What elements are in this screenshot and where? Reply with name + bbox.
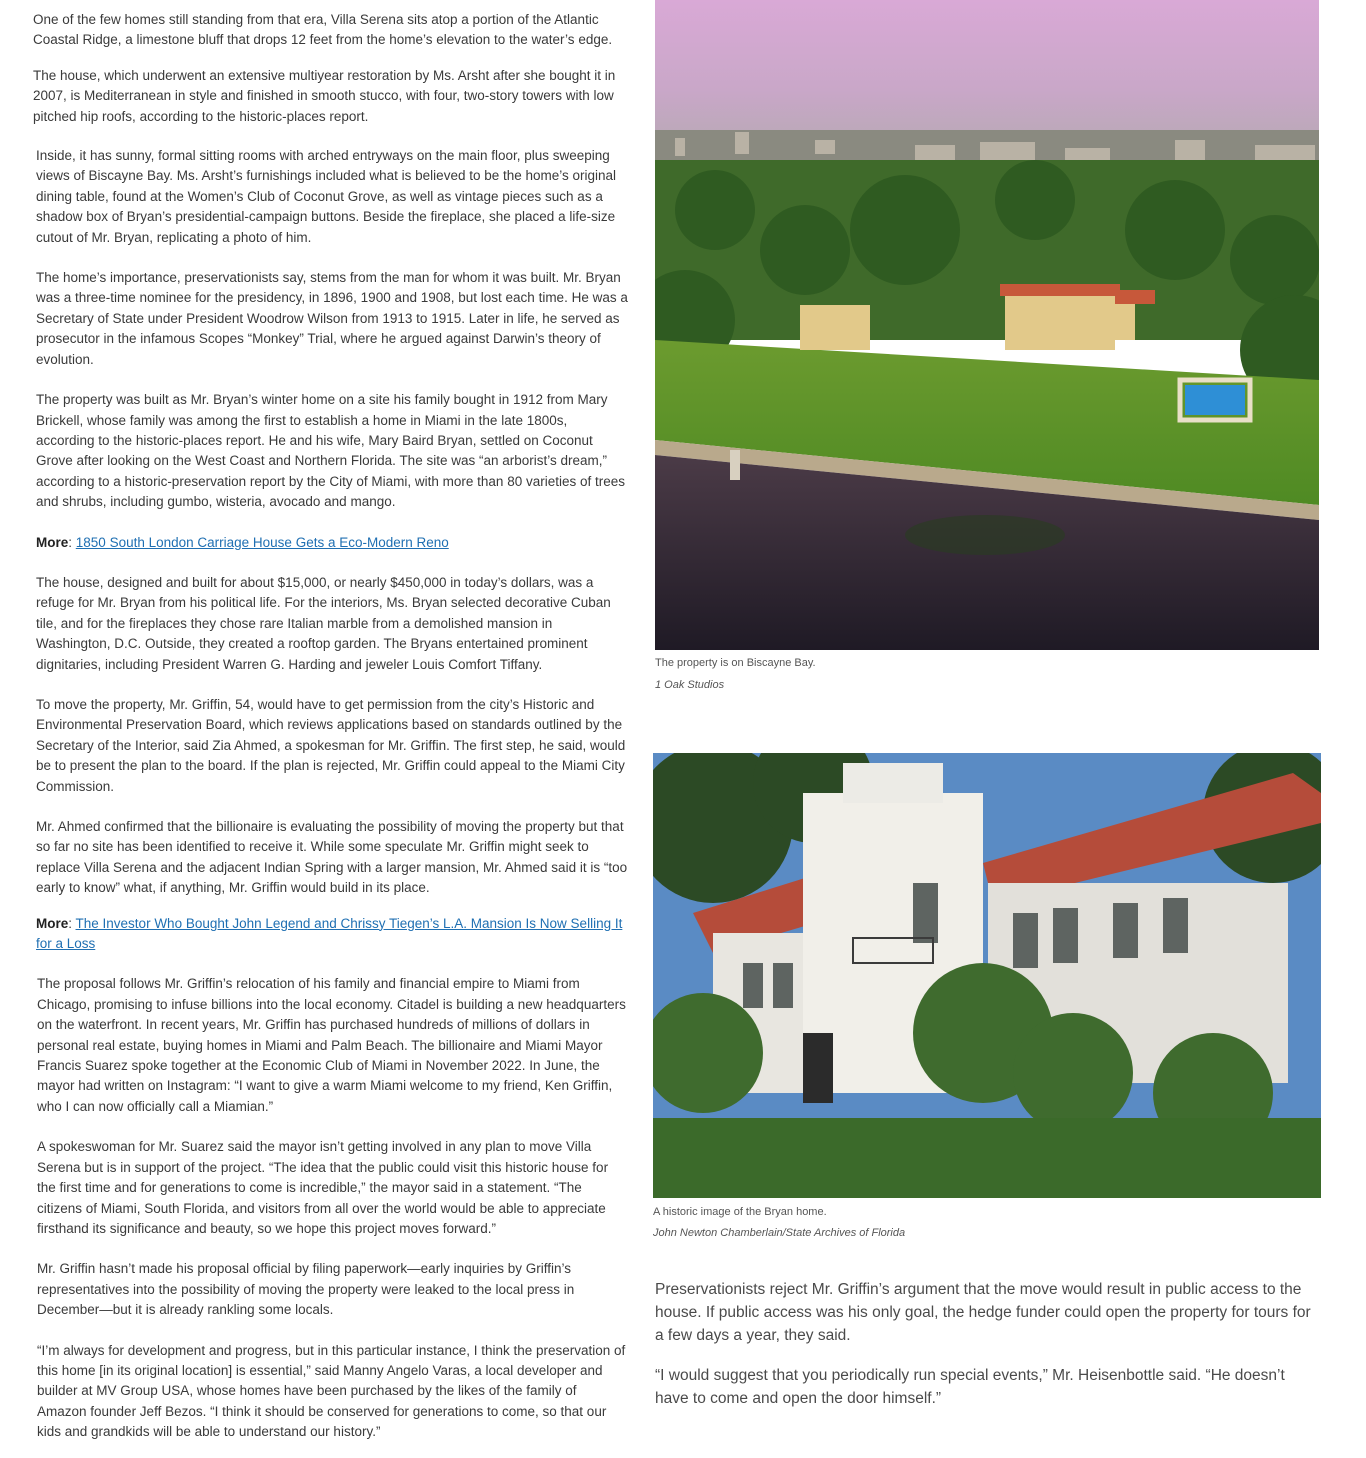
figure-credit: 1 Oak Studios [655,679,725,691]
paragraph: The house, which underwent an extensive multiyear restoration by Ms. Arsht after she bought it in 2007, is Mediterranean in style and finished in smooth stucco, with four, two-story towers with low pitched hip roofs, according to the historic-places report. [33,67,616,124]
paragraph: The property was built as Mr. Bryan’s winter home on a site his family bought in 1912 from Mary Brickell, whose family was among the first to establish a home in Miami in the late 1800s, according to the historic-places report. He and his wife, Mary Baird Bryan, settled on Coconut Grove after looking on the West Coast and Northern Florida. The site was “an arborist’s dream,” according to a historic-preservation report by the City of Miami, with more than 80 varieties of trees and shrubs, including gumbo, wisteria, avocado and mango. [36,392,626,510]
paragraph: Preservationists reject Mr. Griffin’s argument that the move would result in public access to the house. If public access was his only goal, the hedge funder could open the property for tours for a few days a year, they said. [655,1281,1311,1344]
paragraph: Mr. Griffin hasn’t made his proposal official by filing paperwork—early inquiries by Griffin’s representatives into the possibility of moving the property were leaked to the local press in December—but it is already rankling some locals. [37,1261,575,1318]
paragraph: The home’s importance, preservationists say, stems from the man for whom it was built. Mr. Bryan was a three-time nominee for the presidency, in 1896, 1900 and 1908, but lost each time. He was a Secretary of State under President Woodrow Wilson from 1913 to 1915. Later in life, he served as prosecutor in the infamous Scopes “Monkey” Trial, where he argued against Darwin’s theory of evolution. [36,270,628,367]
paragraph: “I’m always for development and progress, but in this particular instance, I think the preservation of this home [in its original location] is essential,” said Manny Angelo Varas, a local developer and builder at MV Group USA, whose homes have been purchased by the likes of the family of Amazon founder Jeff Bezos. “I think it should be conserved for generations to come, so that our kids and grandkids will be able to understand our history.” [37,1342,626,1440]
figure-aerial [655,0,1319,700]
more-link-investor-mansion[interactable]: The Investor Who Bought John Legend and Chrissy Tiegen’s L.A. Mansion Is Now Selling It for a Loss [36,915,623,952]
paragraph: The house, designed and built for about $15,000, or nearly $450,000 in today’s dollars, was a refuge for Mr. Bryan from his political life. For the interiors, Ms. Bryan selected decorative Cuban tile, and for the fireplaces they chose rare Italian marble from a demolished mansion in Washington, D.C. Outside, they created a rooftop garden. The Bryans entertained prominent dignitaries, including President Warren G. Harding and jeweler Louis Comfort Tiffany. [36,574,611,672]
more-link-carriage-house[interactable]: 1850 South London Carriage House Gets a Eco-Modern Reno [75,534,449,550]
figure-caption: The property is on Biscayne Bay. [655,657,816,669]
paragraph: To move the property, Mr. Griffin, 54, would have to get permission from the city’s Historic and Environmental Preservation Board, which reviews applications based on standards outlined by the Secretary of the Interior, said Zia Ahmed, a spokesman for Mr. Griffin. The first step, he said, would be to present the plan to the board. If the plan is rejected, Mr. Griffin could appeal to the Miami City Commission. [36,696,626,794]
figure-credit: John Newton Chamberlain/State Archives of Florida [653,1227,906,1239]
paragraph: A spokeswoman for Mr. Suarez said the mayor isn’t getting involved in any plan to move Villa Serena but is in support of the project. “The idea that the public could visit this historic house for the first time and for generations to come is incredible,” the mayor said in a statement. “The citizens of Miami, South Florida, and visitors from all over the world would be able to appreciate firsthand its significance and beauty, so we hope this project moves forward.” [37,1139,609,1236]
more-label: More [36,915,69,931]
historic-photo-image [653,753,1321,1198]
paragraph: Inside, it has sunny, formal sitting rooms with arched entryways on the main floor, plus sweeping views of Biscayne Bay. Ms. Arsht’s furnishings included what is believed to be the home’s original dining table, found at the Women’s Club of Coconut Grove, as well as vintage pieces such as a shadow box of Bryan’s presidential-campaign buttons. Beside the fireplace, she placed a life-size cutout of Mr. Bryan, replicating a photo of him. [36,148,617,245]
article-body-left [33,10,628,1458]
aerial-photo-image [655,0,1319,650]
paragraph: “I would suggest that you periodically run special events,” Mr. Heisenbottle said. “He doesn’t have to come and open the door himself.” [655,1367,1285,1407]
paragraph: One of the few homes still standing from that era, Villa Serena sits atop a portion of the Atlantic Coastal Ridge, a limestone bluff that drops 12 feet from the home’s elevation to the water’s edge. [33,12,613,48]
historic-photo [653,753,1321,1198]
paragraph: Mr. Ahmed confirmed that the billionaire is evaluating the possibility of moving the property but that so far no site has been identified to receive it. While some speculate Mr. Griffin might seek to replace Villa Serena and the adjacent Indian Spring with a larger mansion, Mr. Ahmed said it is “too early to know” what, if anything, Mr. Griffin would build in its place. [36,819,628,896]
figure-historic [653,753,1321,1253]
paragraph: The proposal follows Mr. Griffin’s relocation of his family and financial empire to Miami from Chicago, promising to infuse billions into the local economy. Citadel is building a new headquarters on the waterfront. In recent years, Mr. Griffin has purchased hundreds of millions of dollars in personal real estate, buying homes in Miami and Palm Beach. The billionaire and Miami Mayor Francis Suarez spoke together at the Economic Club of Miami in November 2022. In June, the mayor had written on Instagram: “I want to give a warm Miami welcome to my friend, Ken Griffin, who I can now officially call a Miamian.” [37,976,626,1114]
article-body-right [655,1278,1315,1426]
more-link-line: More: 1850 South London Carriage House Gets a Eco-Modern Reno [36,534,449,550]
more-link-line: More: The Investor Who Bought John Legend and Chrissy Tiegen’s L.A. Mansion Is Now Selling It for a Loss [36,915,623,952]
aerial-photo [655,0,1319,650]
figure-caption: A historic image of the Bryan home. [653,1206,827,1218]
more-label: More [36,534,69,550]
